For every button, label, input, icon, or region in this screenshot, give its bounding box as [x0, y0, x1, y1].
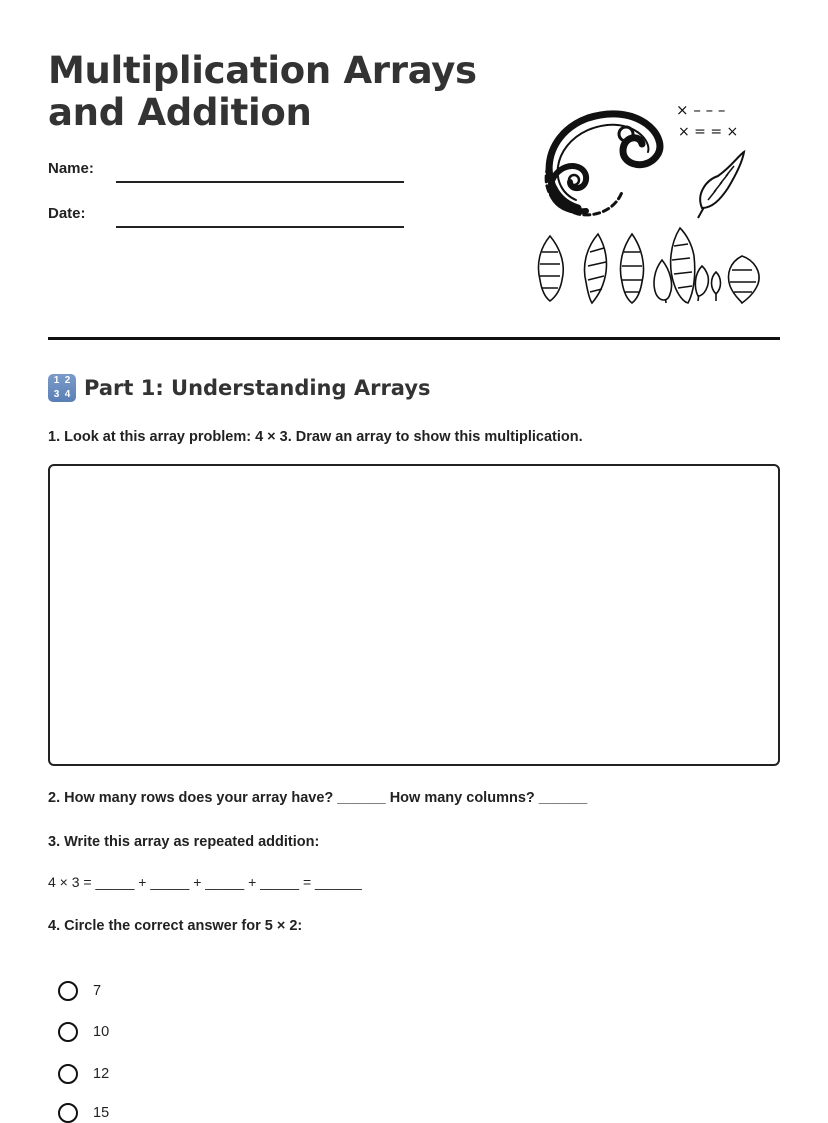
array-drawing-box[interactable]: [48, 464, 780, 766]
question-4: 4. Circle the correct answer for 5 × 2:: [48, 918, 303, 934]
option-label: 7: [93, 983, 102, 999]
answer-option[interactable]: [58, 1064, 109, 1084]
koru-fern-illustration: [528, 96, 768, 308]
section-heading: [48, 374, 431, 402]
date-label: Date:: [48, 205, 86, 222]
icon-digit: 2: [64, 375, 71, 386]
answer-option[interactable]: [58, 981, 101, 1001]
name-line[interactable]: [116, 181, 404, 183]
koru-icon: [546, 114, 660, 215]
symbols-row-2: × = = ×: [678, 124, 739, 140]
icon-digit: 3: [53, 389, 60, 400]
question-3: 3. Write this array as repeated addition:: [48, 834, 320, 850]
fern-row-icon: [538, 228, 759, 303]
date-line[interactable]: [116, 226, 404, 228]
worksheet-title: [48, 50, 477, 134]
numbers-icon: [48, 374, 76, 402]
repeated-addition-equation[interactable]: 4 × 3 = _____ + _____ + _____ + _____ = ______: [48, 874, 362, 890]
icon-digit: 1: [53, 375, 60, 386]
radio-circle[interactable]: [58, 1022, 78, 1042]
symbols-row-1: × – – –: [676, 101, 726, 119]
title-line-1: Multiplication Arrays: [48, 49, 477, 92]
question-1: 1. Look at this array problem: 4 × 3. Draw an array to show this multiplication.: [48, 429, 583, 445]
answer-option[interactable]: [58, 1022, 109, 1042]
title-line-2: and Addition: [48, 91, 312, 134]
question-2: 2. How many rows does your array have? ______ How many columns? ______: [48, 790, 588, 806]
section-divider: [48, 337, 780, 340]
radio-circle[interactable]: [58, 1064, 78, 1084]
section-title: Part 1: Understanding Arrays: [84, 376, 431, 400]
option-label: 15: [93, 1105, 110, 1121]
radio-circle[interactable]: [58, 981, 78, 1001]
option-label: 12: [93, 1066, 110, 1082]
name-label: Name:: [48, 160, 94, 177]
fern-leaf-icon: [698, 152, 744, 218]
radio-circle[interactable]: [58, 1103, 78, 1123]
icon-digit: 4: [64, 389, 71, 400]
answer-option[interactable]: [58, 1103, 109, 1123]
option-label: 10: [93, 1024, 110, 1040]
